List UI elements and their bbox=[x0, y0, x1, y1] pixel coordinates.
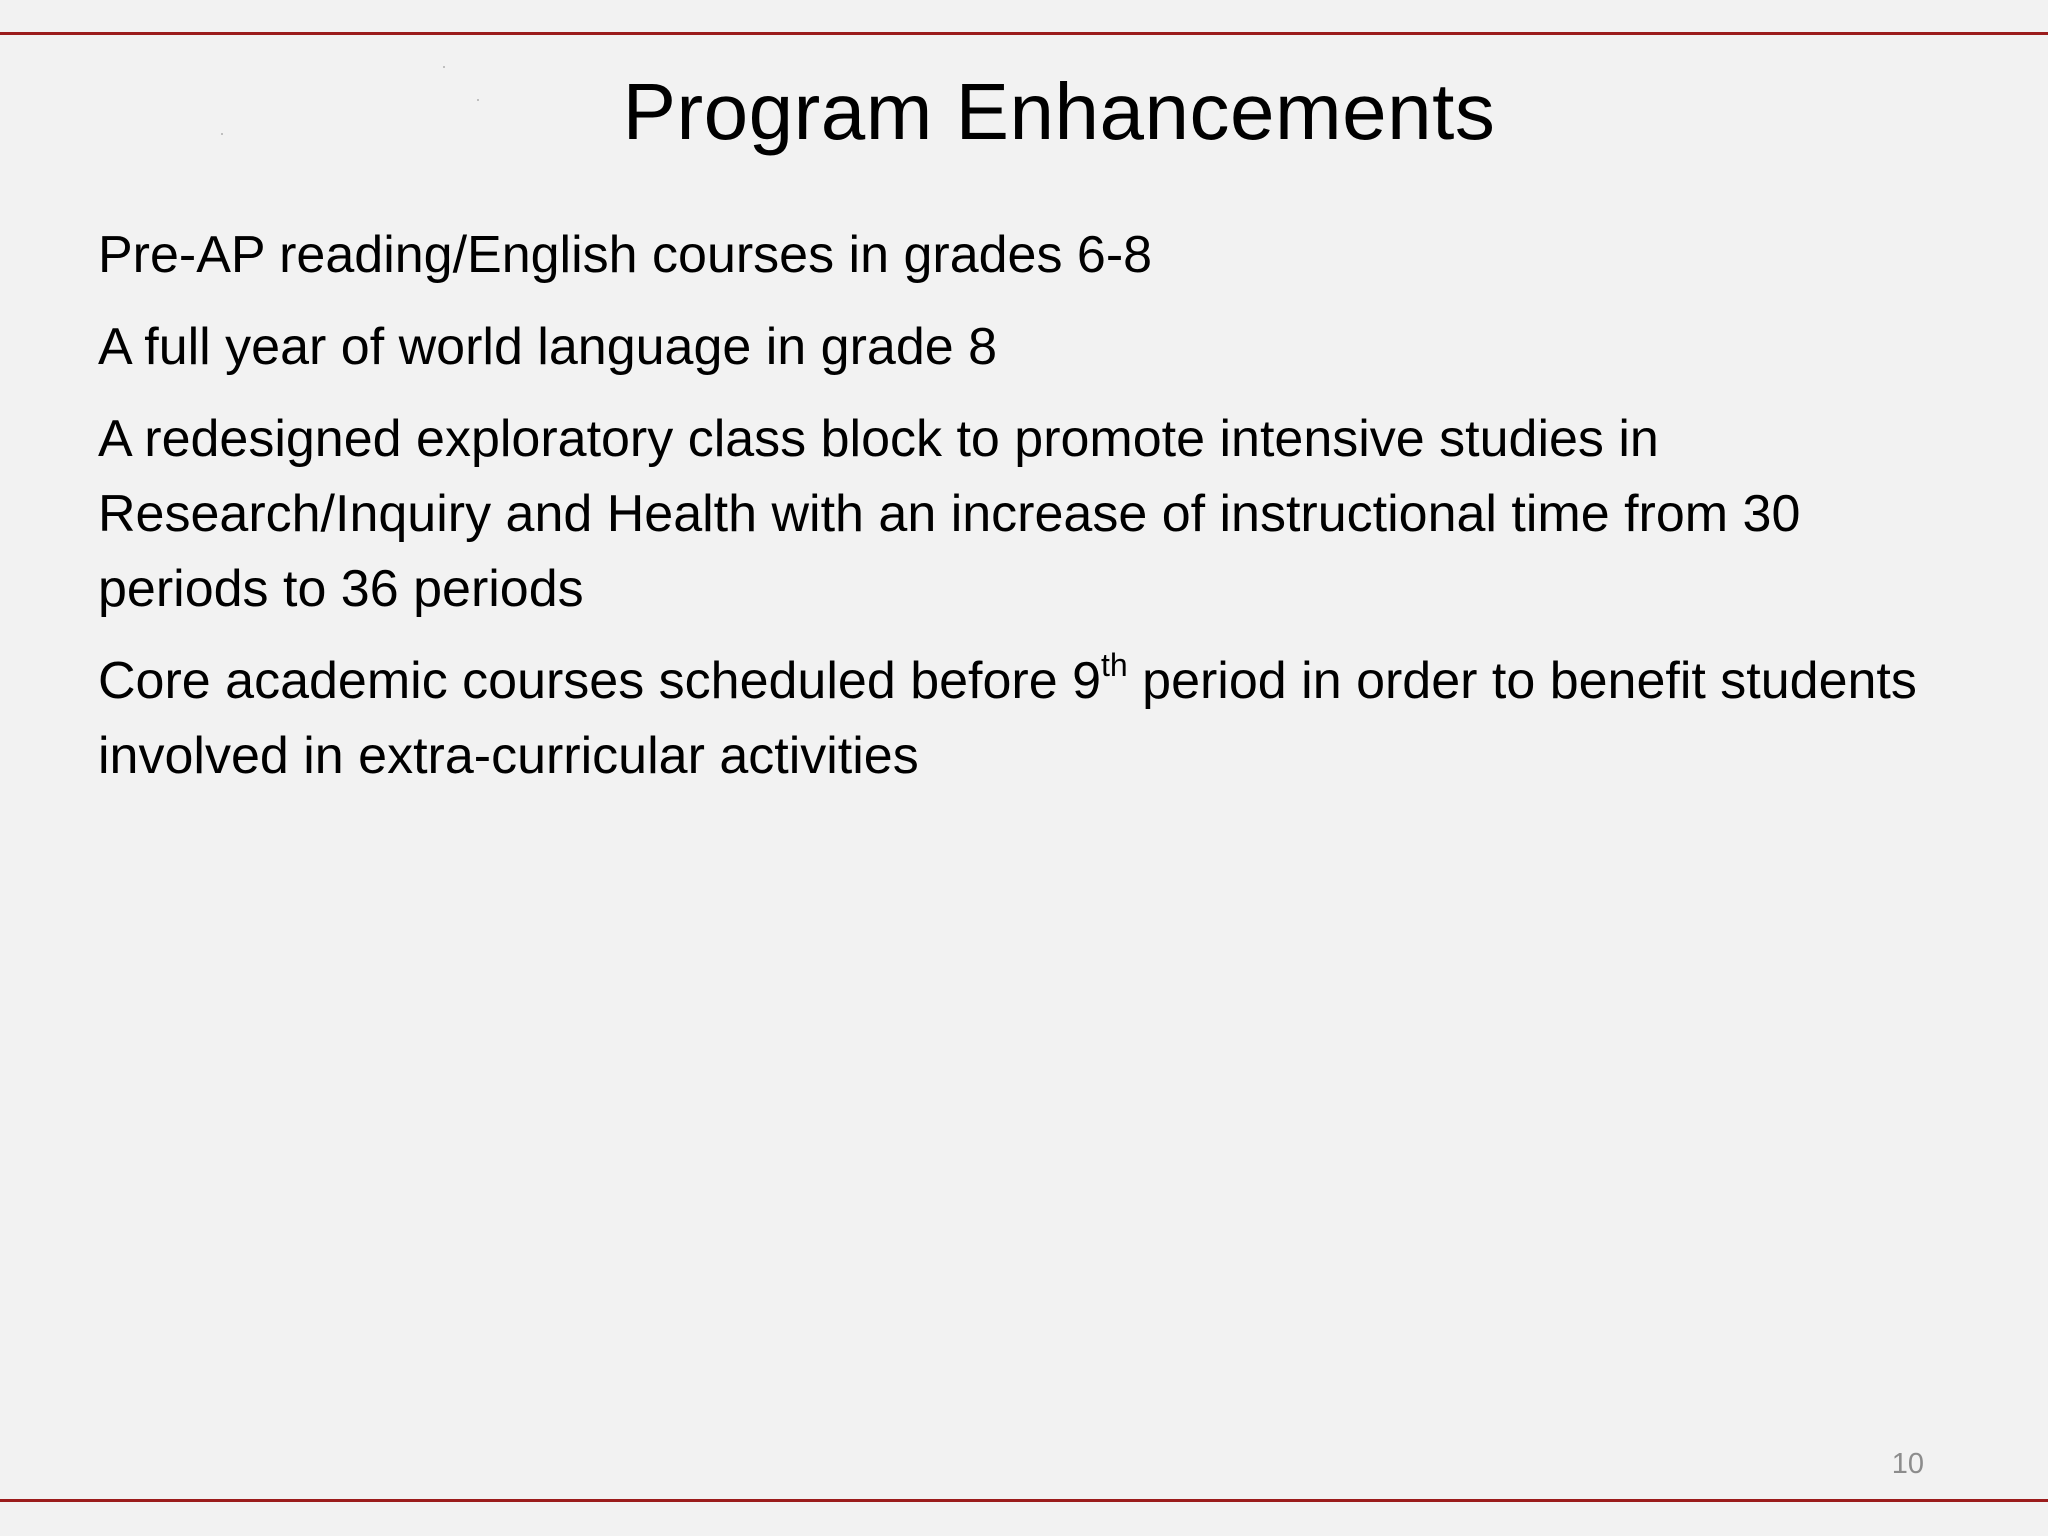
bottom-rule bbox=[0, 1499, 2048, 1502]
bullet-item-3: A redesigned exploratory class block to promote intensive studies in Research/Inquiry and Health with an increase of instructional time from 30 periods to 36 periods bbox=[98, 410, 1801, 618]
bullet-item-1: Pre-AP reading/English courses in grades 6-8 bbox=[98, 226, 1153, 284]
top-rule bbox=[0, 32, 2048, 35]
bullet-item-2: A full year of world language in grade 8 bbox=[98, 318, 998, 376]
bullet-item-4-text-end: period in order to benefit students involved in extra-curricular activities bbox=[98, 652, 1917, 785]
slide-body bbox=[98, 218, 1958, 811]
ordinal-suffix: th bbox=[1101, 646, 1128, 683]
slide-title: Program Enhancements bbox=[622, 67, 1496, 156]
bullet-item-4 bbox=[98, 644, 1958, 794]
bullet-item-4-text-start: Core academic courses scheduled before 9 bbox=[98, 652, 1102, 710]
slide-number: 10 bbox=[1891, 1448, 1924, 1480]
